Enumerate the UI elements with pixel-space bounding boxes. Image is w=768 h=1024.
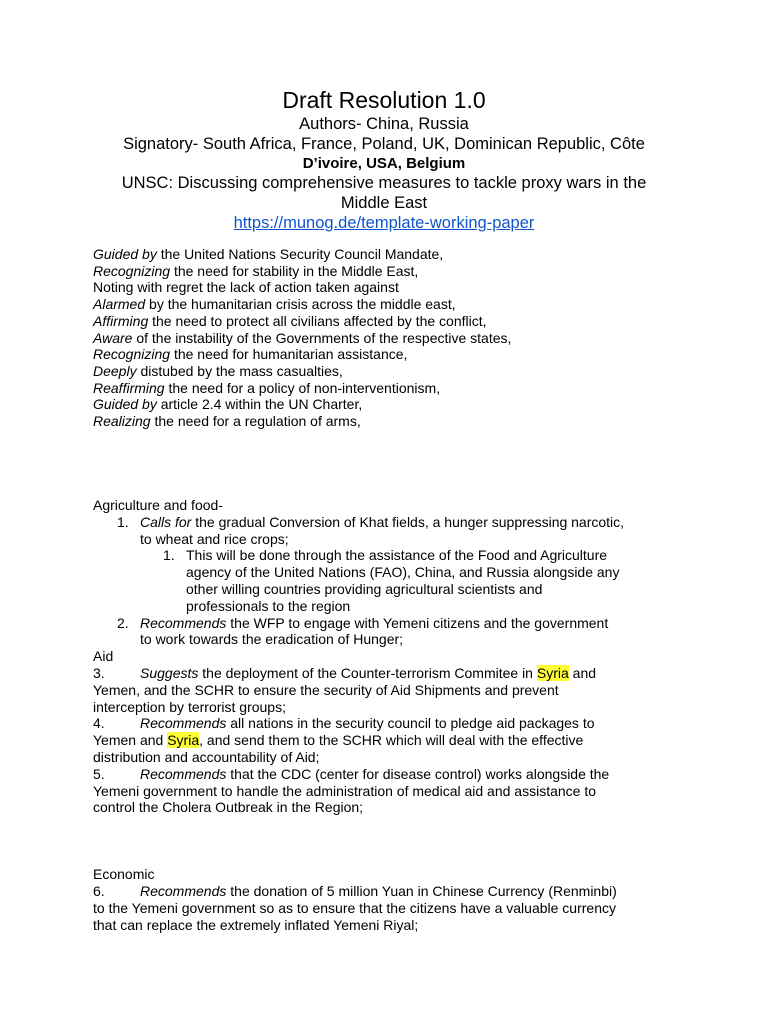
operative-clause-3: 3. Suggests the deployment of the Counter-terrorism Commitee in Syria and Yemen, and the SCHR to ensure the security of Aid Shipments and prevent interception by terrorist groups; <box>93 664 597 715</box>
resolution-header <box>0 86 768 234</box>
preamble-clause: Reaffirming the need for a policy of non-interventionism, <box>93 379 441 396</box>
operative-clause-2: 2. Recommends the WFP to engage with Yemeni citizens and the government to work towards the eradication of Hunger; <box>117 614 609 648</box>
section-heading-economic: Economic <box>93 866 155 883</box>
preamble-clause: Deeply distubed by the mass casualties, <box>93 362 343 379</box>
preamble-clause: Guided by article 2.4 within the UN Charter, <box>93 396 363 413</box>
preamble-clause: Guided by the United Nations Security Council Mandate, <box>93 246 444 262</box>
topic-line: UNSC: Discussing comprehensive measures to tackle proxy wars in the <box>121 174 647 192</box>
section-heading-agriculture: Agriculture and food- <box>93 497 223 513</box>
preamble-clause: Noting with regret the lack of action taken against <box>93 279 399 296</box>
preamble-clause: Affirming the need to protect all civilians affected by the conflict, <box>93 312 487 329</box>
topic-line-continued: Middle East <box>340 194 428 212</box>
clause-number: 4. <box>93 715 105 732</box>
preambulatory-clauses <box>93 246 511 430</box>
preamble-clause: Aware of the instability of the Governments of the respective states, <box>93 329 512 346</box>
highlighted-text: Syria <box>536 664 569 681</box>
clause-number: 5. <box>93 765 105 782</box>
signatory-line: Signatory- South Africa, France, Poland, UK, Dominican Republic, Côte <box>123 135 645 153</box>
operative-clause-5: 5. Recommends that the CDC (center for disease control) works alongside the Yemeni government to handle the administration of medical aid and assistance to control the Cholera Outbreak in the Region; <box>93 765 610 816</box>
template-link[interactable]: https://munog.de/template-working-paper <box>233 214 535 232</box>
preamble-clause: Alarmed by the humanitarian crisis across the middle east, <box>93 296 456 313</box>
operative-clause-4: 4. Recommends all nations in the security council to pledge aid packages to Yemen and Syria, and send them to the SCHR which will deal with the effective distribution and accountability of Aid; <box>93 715 595 765</box>
signatory-line-continued: D’ivoire, USA, Belgium <box>302 155 466 172</box>
clause-number: 3. <box>93 664 105 681</box>
clause-number: 6. <box>93 882 105 899</box>
clause-verb: Suggests <box>140 664 199 681</box>
clause-verb: Recommends <box>140 765 227 782</box>
operative-clauses <box>93 497 693 933</box>
section-heading-aid: Aid <box>93 648 114 665</box>
clause-verb: Recommends <box>140 614 227 631</box>
preamble-clause: Recognizing the need for humanitarian assistance, <box>93 346 408 363</box>
highlighted-text: Syria <box>167 732 200 749</box>
clause-number: 1. <box>163 547 175 564</box>
preamble-clause: Realizing the need for a regulation of arms, <box>93 413 361 430</box>
clause-verb: Recommends <box>140 715 227 732</box>
clause-verb: Recommends <box>140 882 227 899</box>
authors-line: Authors- China, Russia <box>299 115 469 133</box>
clause-verb: Calls for <box>140 513 192 530</box>
preamble-clause: Recognizing the need for stability in the Middle East, <box>93 262 419 279</box>
clause-number: 1. <box>117 513 129 530</box>
clause-number: 2. <box>117 614 129 631</box>
document-title: Draft Resolution 1.0 <box>282 87 486 113</box>
operative-clause-6: 6. Recommends the donation of 5 million Yuan in Chinese Currency (Renminbi) to the Yemeni government so as to ensure that the citizens have a valuable currency that can replace the extremely inflated Yemeni Riyal; <box>93 882 617 933</box>
operative-clause-1: 1. Calls for the gradual Conversion of Khat fields, a hunger suppressing narcotic, to wheat and rice crops; <box>117 513 625 547</box>
sub-clause-1-1: 1. This will be done through the assistance of the Food and Agriculture agency of the United Nations (FAO), China, and Russia alongside any other willing countries providing agricultural scientists and professionals to the region <box>163 547 620 614</box>
